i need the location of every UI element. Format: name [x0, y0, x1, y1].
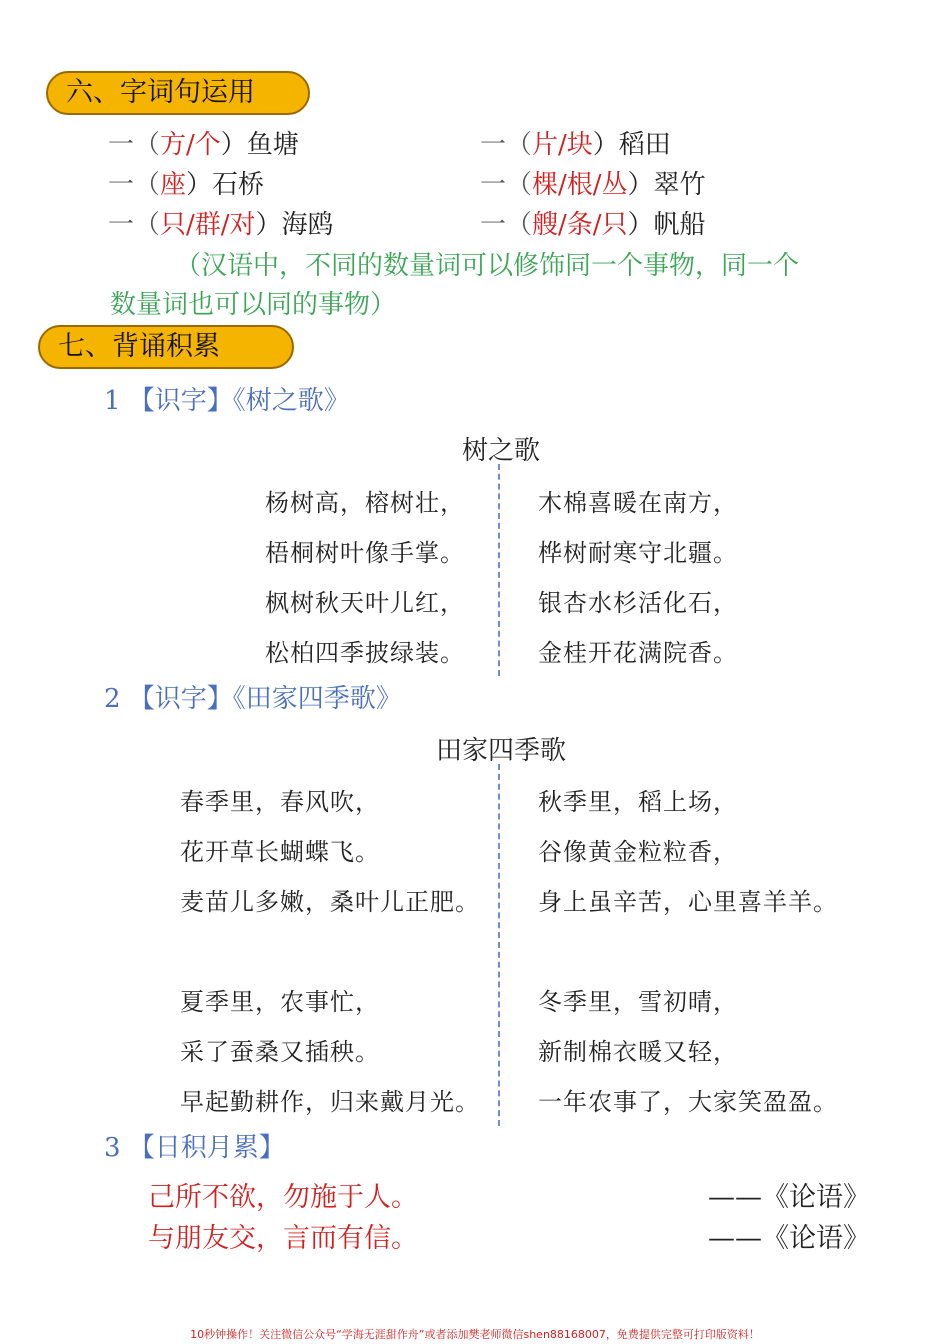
verse-line: 花开草长蝴蝶飞。: [180, 838, 380, 866]
verse-line: 金桂开花满院香。: [538, 639, 738, 667]
measure-word-item: 一（方/个）鱼塘: [108, 130, 299, 160]
measure-word-item: 一（艘/条/只）帆船: [480, 210, 706, 240]
verse-line: 新制棉衣暖又轻，: [538, 1038, 738, 1066]
verse-line: 松柏四季披绿装。: [265, 639, 465, 667]
answer: 片/块: [532, 130, 593, 160]
verse-line: 冬季里，雪初晴，: [538, 988, 738, 1016]
verse-line: 木棉喜暖在南方，: [538, 489, 738, 517]
subheading-daily-accumulation: 3 【日积月累】: [104, 1133, 285, 1163]
verse-line: 夏季里，农事忙，: [180, 988, 380, 1016]
verse-line: 麦苗儿多嫩，桑叶儿正肥。: [180, 888, 480, 916]
measure-word-item: 一（棵/根/丛）翠竹: [480, 170, 706, 200]
verse-line: 一年农事了，大家笑盈盈。: [538, 1088, 838, 1116]
section-six-heading: [46, 71, 310, 115]
verse-line: 枫树秋天叶儿红，: [265, 589, 465, 617]
verse-line: 身上虽辛苦，心里喜羊羊。: [538, 888, 838, 916]
note-line-2: 数量词也可以同的事物）: [110, 290, 397, 320]
answer: 方/个: [160, 130, 221, 160]
verse-line: 采了蚕桑又插秧。: [180, 1038, 380, 1066]
verse-line: 桦树耐寒守北疆。: [538, 539, 738, 567]
measure-word-item: 一（片/块）稻田: [480, 130, 671, 160]
section-seven-heading-text: 七、背诵积累: [58, 331, 220, 362]
saying-text: 与朋友交，言而有信。: [148, 1223, 418, 1254]
subheading-tree-song: 1 【识字】《树之歌》: [104, 386, 350, 416]
verse-line: 早起勤耕作，归来戴月光。: [180, 1088, 480, 1116]
note-line-1: （汉语中，不同的数量词可以修饰同一个事物，同一个: [175, 251, 800, 281]
saying-source: ——《论语》: [708, 1182, 870, 1213]
verse-line: 谷像黄金粒粒香，: [538, 838, 738, 866]
measure-word-item: 一（只/群/对）海鸥: [108, 210, 334, 240]
verse-line: 春季里，春风吹，: [180, 788, 380, 816]
measure-word-item: 一（座）石桥: [108, 170, 265, 200]
answer: 只/群/对: [160, 210, 256, 240]
saying-text: 己所不欲，勿施于人。: [148, 1182, 418, 1213]
verse-line: 杨树高，榕树壮，: [265, 489, 465, 517]
footer-notice: 10秒钟操作！关注微信公众号“学海无涯甜作舟”或者添加樊老师微信shen88168007，免费提供完整可打印版资料！: [190, 1328, 760, 1341]
verse-line: 秋季里，稻上场，: [538, 788, 738, 816]
answer: 棵/根/丛: [532, 170, 628, 200]
poem-divider: [498, 764, 500, 1126]
answer: 艘/条/只: [532, 210, 628, 240]
poem-divider: [498, 464, 500, 676]
saying-source: ——《论语》: [708, 1223, 870, 1254]
verse-line: 梧桐树叶像手掌。: [265, 539, 465, 567]
subheading-farm-seasons: 2 【识字】《田家四季歌》: [104, 684, 402, 714]
verse-line: 银杏水杉活化石，: [538, 589, 738, 617]
section-seven-heading: [38, 325, 294, 369]
section-six-heading-text: 六、字词句运用: [66, 77, 255, 108]
answer: 座: [160, 170, 187, 200]
poem-title: 树之歌: [462, 436, 541, 466]
poem-title: 田家四季歌: [436, 736, 567, 766]
